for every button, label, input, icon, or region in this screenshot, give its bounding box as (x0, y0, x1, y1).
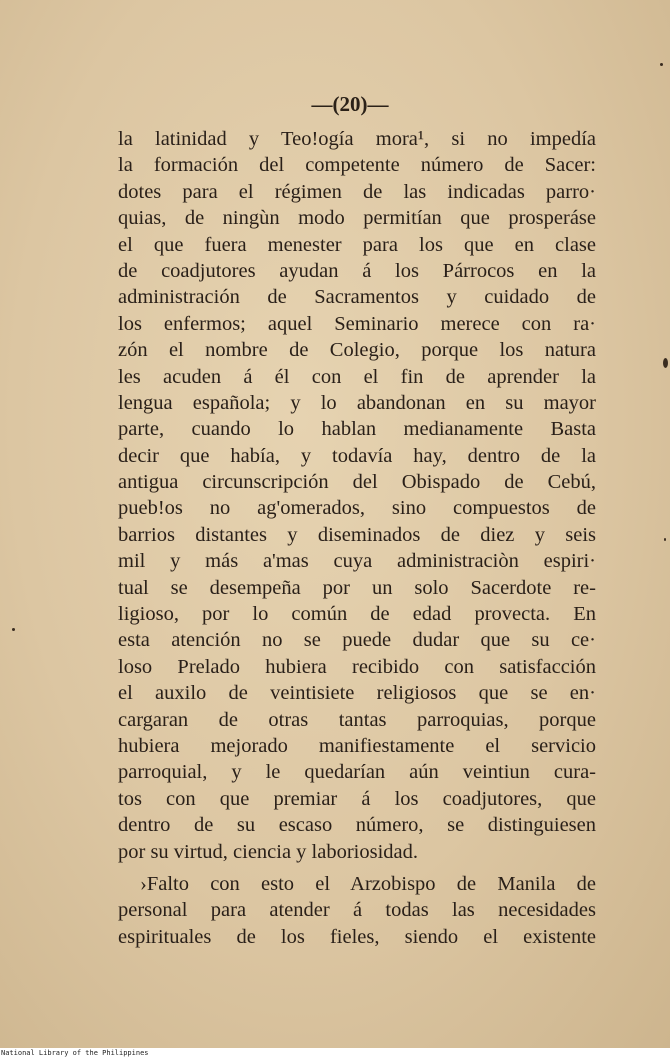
text-line: quias, de ningùn modo permitían que prosperáse (118, 207, 596, 230)
text-line: parte, cuando lo hablan medianamente Basta (118, 418, 596, 441)
text-line: los enfermos; aquel Seminario merece con ra· (118, 312, 596, 335)
text-line: antigua circunscripción del Obispado de Cebú, (118, 471, 596, 494)
text-line: personal para atender á todas las necesidades (118, 899, 596, 922)
text-line: loso Prelado hubiera recibido con satisfacción (118, 655, 596, 678)
text-line: de coadjutores ayudan á los Párrocos en la (118, 259, 596, 282)
ink-speck (664, 538, 666, 541)
text-line: dotes para el régimen de las indicadas parro· (118, 180, 596, 203)
text-line: el que fuera menester para los que en clase (118, 233, 596, 256)
text-line: barrios distantes y diseminados de diez y seis (118, 523, 596, 546)
text-line: tual se desempeña por un solo Sacerdote re- (118, 576, 596, 599)
text-line: la latinidad y Teo!ogía mora¹, si no impedía (118, 128, 596, 150)
text-line: decir que había, y todavía hay, dentro de la (118, 444, 596, 467)
text-line: cargaran de otras tantas parroquias, porque (118, 708, 596, 731)
text-line: ›Falto con esto el Arzobispo de Manila de (140, 872, 596, 895)
footer-credit: National Library of the Philippines (0, 1048, 670, 1058)
text-line: por su virtud, ciencia y laboriosidad. (118, 840, 419, 863)
text-line: el auxilo de veintisiete religiosos que se en· (118, 682, 596, 705)
text-line: ligioso, por lo común de edad provecta. En (118, 603, 596, 626)
ink-speck (660, 63, 663, 66)
text-line: parroquial, y le quedarían aún veintiun cura- (118, 761, 596, 784)
body-text (118, 126, 596, 950)
text-line: lengua española; y lo abandonan en su mayor (118, 391, 596, 414)
text-line: esta atención no se puede dudar que su ce· (118, 629, 596, 652)
text-line: les acuden á él con el fin de aprender la (118, 365, 596, 388)
text-line: zón el nombre de Colegio, porque los natura (118, 339, 596, 362)
page-number: —(20)— (311, 92, 389, 116)
ink-speck (663, 358, 668, 368)
text-line: dentro de su escaso número, se distinguiesen (118, 814, 596, 837)
ink-speck (12, 628, 15, 631)
text-line: tos con que premiar á los coadjutores, que (118, 787, 596, 810)
text-line: mil y más a'mas cuya administraciòn espiri· (118, 550, 596, 573)
text-line: administración de Sacramentos y cuidado de (118, 286, 596, 309)
text-line: pueb!os no ag'omerados, sino compuestos de (118, 497, 596, 520)
text-line: espirituales de los fieles, siendo el existente (118, 925, 596, 948)
text-line: hubiera mejorado manifiestamente el servicio (118, 734, 596, 757)
text-line: la formación del competente número de Sacer: (118, 154, 596, 177)
